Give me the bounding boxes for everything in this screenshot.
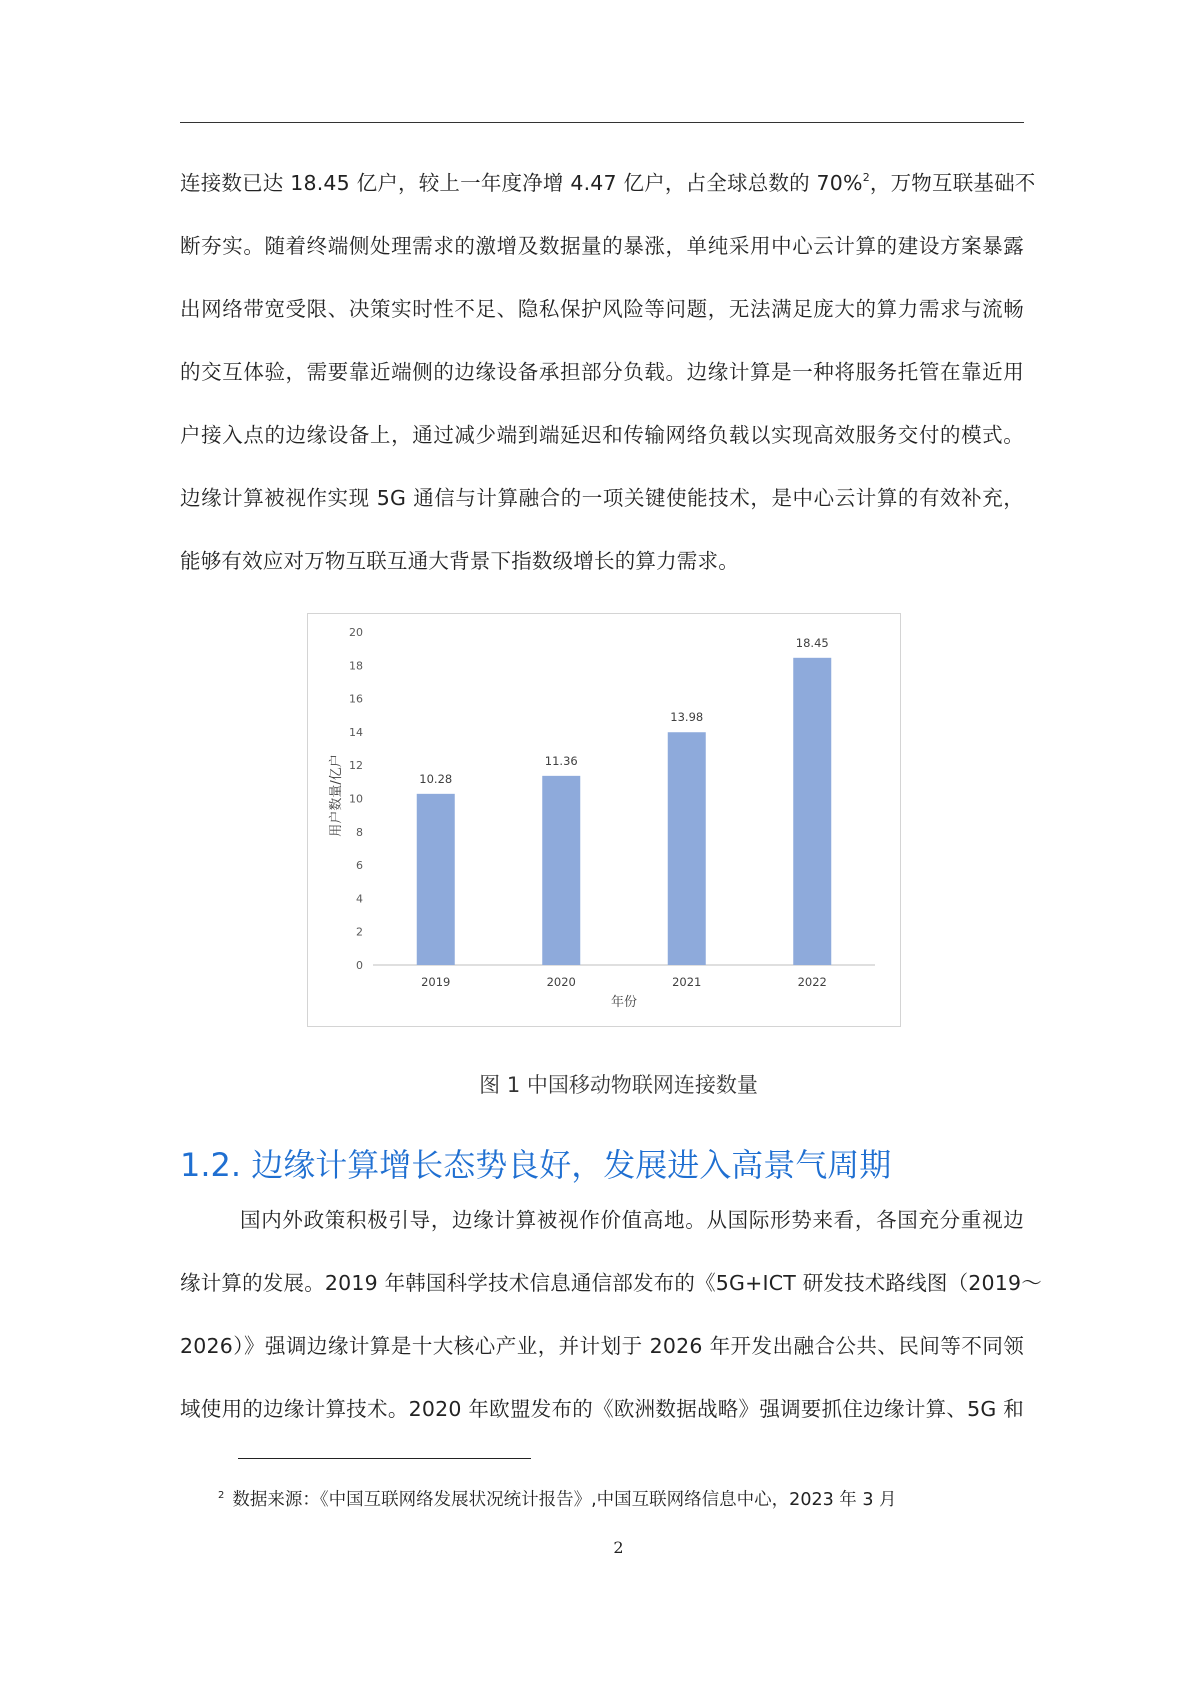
footnote — [218, 1486, 897, 1511]
bar-chart — [308, 614, 900, 1026]
bar — [793, 658, 831, 965]
paragraph-line: 的交互体验，需要靠近端侧的边缘设备承担部分负载。边缘计算是一种将服务托管在靠近用 — [180, 360, 1024, 384]
x-tick-label: 2020 — [546, 975, 576, 989]
bar — [668, 732, 706, 965]
data-label: 10.28 — [419, 771, 453, 786]
figure-chart — [307, 613, 901, 1027]
y-tick-label: 16 — [349, 692, 363, 706]
x-axis-title: 年份 — [610, 995, 638, 1010]
x-tick-label: 2022 — [797, 975, 827, 989]
paragraph-line: 缘计算的发展。2019 年韩国科学技术信息通信部发布的《5G+ICT 研发技术路线图（2019～ — [180, 1271, 1042, 1295]
body-paragraph-1 — [180, 146, 1036, 593]
footnote-divider — [238, 1458, 531, 1459]
bar — [542, 776, 580, 965]
header-rule — [180, 122, 1024, 123]
page-number: 2 — [613, 1538, 624, 1557]
paragraph-line: 户接入点的边缘设备上，通过减少端到端延迟和传输网络负载以实现高效服务交付的模式。 — [180, 423, 1024, 447]
paragraph-line: 边缘计算被视作实现 5G 通信与计算融合的一项关键使能技术，是中心云计算的有效补充， — [180, 486, 1024, 510]
paragraph-line: 出网络带宽受限、决策实时性不足、隐私保护风险等问题，无法满足庞大的算力需求与流畅 — [180, 297, 1024, 321]
paragraph-line: 国内外政策积极引导，边缘计算被视作价值高地。从国际形势来看，各国充分重视边 — [240, 1208, 1024, 1232]
y-tick-label: 18 — [349, 659, 363, 673]
y-tick-label: 6 — [356, 859, 363, 873]
paragraph-line: 域使用的边缘计算技术。2020 年欧盟发布的《欧洲数据战略》强调要抓住边缘计算、5G 和 — [180, 1397, 1024, 1421]
y-tick-label: 12 — [349, 759, 363, 773]
figure-caption: 图 1 中国移动物联网连接数量 — [479, 1073, 758, 1097]
data-label: 18.45 — [795, 635, 829, 650]
paragraph-line: 2026）》强调边缘计算是十大核心产业，并计划于 2026 年开发出融合公共、民间等不同领 — [180, 1334, 1024, 1358]
y-axis-title: 用户数量/亿户 — [329, 754, 344, 837]
section-heading: 1.2. 边缘计算增长态势良好，发展进入高景气周期 — [180, 1146, 892, 1184]
y-tick-label: 14 — [349, 725, 363, 739]
footnote-text: 数据来源：《中国互联网络发展状况统计报告》,中国互联网络信息中心，2023 年 3 月 — [232, 1490, 897, 1510]
footnote-marker: 2 — [218, 1490, 225, 1501]
data-label: 11.36 — [544, 753, 578, 768]
y-tick-label: 2 — [356, 925, 363, 939]
y-tick-label: 8 — [356, 825, 363, 839]
x-tick-label: 2019 — [421, 975, 451, 989]
data-label: 13.98 — [670, 710, 704, 725]
y-tick-label: 4 — [356, 892, 363, 906]
paragraph-line: 连接数已达 18.45 亿户，较上一年度净增 4.47 亿户，占全球总数的 70%$^2$，万物互联基础不 — [180, 171, 1036, 195]
x-tick-label: 2021 — [672, 975, 702, 989]
paragraph-line: 能够有效应对万物互联互通大背景下指数级增长的算力需求。 — [180, 549, 739, 573]
body-paragraph-2 — [180, 1189, 1042, 1441]
y-tick-label: 0 — [356, 959, 363, 972]
paragraph-line: 断夯实。随着终端侧处理需求的激增及数据量的暴涨，单纯采用中心云计算的建设方案暴露 — [180, 234, 1024, 258]
y-tick-label: 10 — [349, 792, 363, 806]
y-tick-label: 20 — [349, 626, 363, 639]
bar — [417, 794, 455, 965]
footnote-reference[interactable]: 2 — [862, 171, 870, 184]
